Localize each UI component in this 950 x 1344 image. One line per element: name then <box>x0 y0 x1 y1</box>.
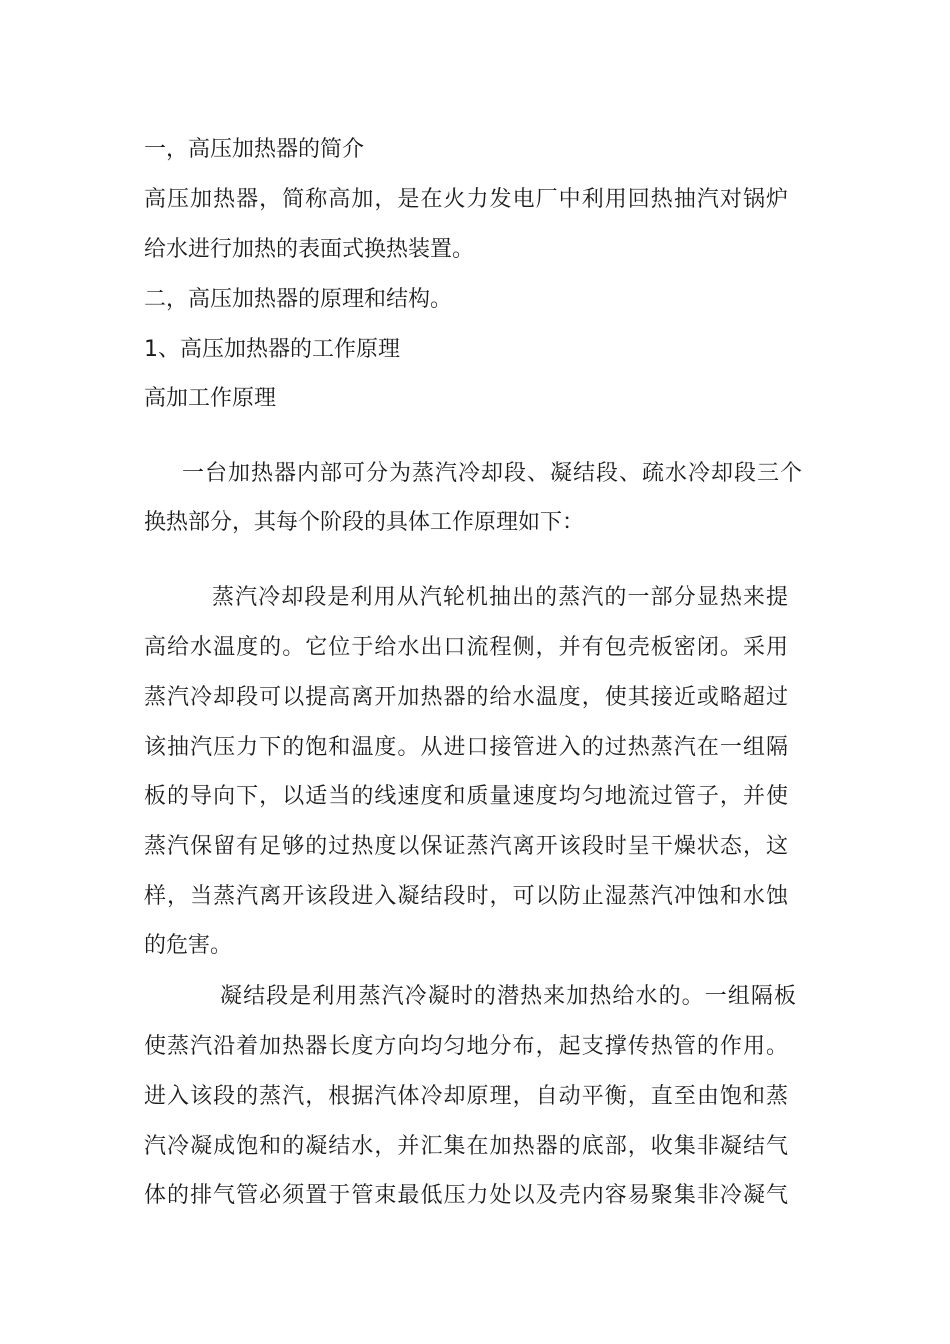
paragraph-line: 该抽汽压力下的饱和温度。从进口接管进入的过热蒸汽在一组隔 <box>144 735 788 760</box>
paragraph-line: 汽冷凝成饱和的凝结水，并汇集在加热器的底部，收集非凝结气 <box>144 1134 788 1159</box>
paragraph-line: 样，当蒸汽离开该段进入凝结段时，可以防止湿蒸汽冲蚀和水蚀 <box>144 884 788 909</box>
paragraph-line: 一台加热器内部可分为蒸汽冷却段、凝结段、疏水冷却段三个 <box>182 461 802 486</box>
paragraph-line: 凝结段是利用蒸汽冷凝时的潜热来加热给水的。一组隔板 <box>220 984 796 1009</box>
paragraph-line: 高给水温度的。它位于给水出口流程侧，并有包壳板密闭。采用 <box>144 635 788 660</box>
paragraph-line: 的危害。 <box>144 933 233 958</box>
paragraph-line: 高压加热器，简称高加，是在火力发电厂中利用回热抽汽对锅炉 <box>144 187 788 212</box>
paragraph-line: 使蒸汽沿着加热器长度方向均匀地分布，起支撑传热管的作用。 <box>144 1034 788 1059</box>
paragraph-line: 蒸汽冷却段可以提高离开加热器的给水温度，使其接近或略超过 <box>144 685 788 710</box>
paragraph-line: 换热部分，其每个阶段的具体工作原理如下： <box>144 510 585 535</box>
subsection-heading: 1、高压加热器的工作原理 <box>144 337 400 362</box>
paragraph-line: 蒸汽保留有足够的过热度以保证蒸汽离开该段时呈干燥状态，这 <box>144 834 788 859</box>
paragraph-line: 给水进行加热的表面式换热装置。 <box>144 237 475 262</box>
paragraph-line: 蒸汽冷却段是利用从汽轮机抽出的蒸汽的一部分显热来提 <box>212 585 788 610</box>
subsection-title: 高加工作原理 <box>144 386 277 411</box>
paragraph-line: 进入该段的蒸汽，根据汽体冷却原理，自动平衡，直至由饱和蒸 <box>144 1084 788 1109</box>
paragraph-line: 体的排气管必须置于管束最低压力处以及壳内容易聚集非冷凝气 <box>144 1183 788 1208</box>
paragraph-line: 板的导向下，以适当的线速度和质量速度均匀地流过管子，并使 <box>144 784 788 809</box>
section-heading: 一，高压加热器的简介 <box>144 137 365 162</box>
section-heading: 二，高压加热器的原理和结构。 <box>144 287 453 312</box>
